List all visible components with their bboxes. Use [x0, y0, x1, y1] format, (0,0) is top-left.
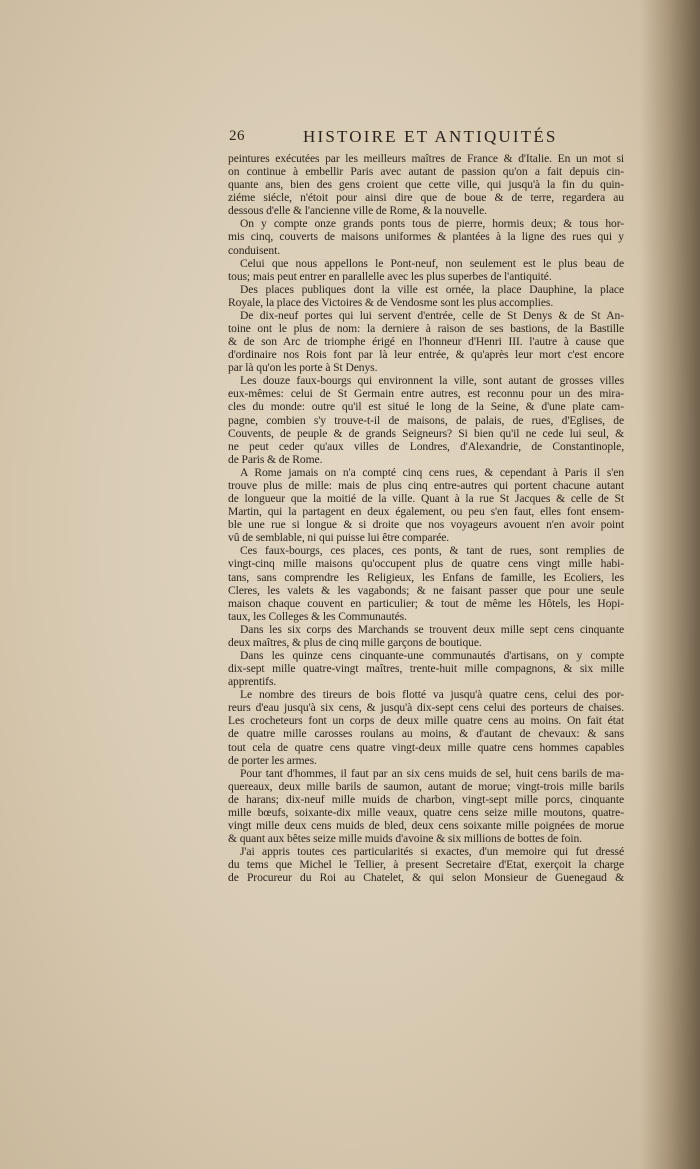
- text-line: Celui que nous appellons le Pont-neuf, non seulement est le plus beau de: [240, 256, 624, 270]
- text-line: de harans; dix-neuf mille muids de charbon, vingt-sept mille porcs, cinquante: [228, 792, 624, 806]
- text-line: de quatre mille carosses roulans au moins, & d'autant de chevaux: & sans: [228, 727, 624, 741]
- text-line: Cleres, les valets & les vagabonds; & ne faisant passer que pour une seule: [228, 583, 624, 597]
- text-line: dessous d'elle & l'ancienne ville de Rome, & la nouvelle.: [228, 204, 487, 218]
- text-line: par là qu'on les porte à St Denys.: [228, 361, 378, 375]
- text-line: Les crocheteurs font un corps de deux mille quatre cens au moins. On fait état: [228, 714, 624, 728]
- text-line: on continue à embellir Paris avec autant de passion qu'on a fait depuis cin-: [228, 165, 624, 179]
- text-line: tans, sans comprendre les Religieux, les Enfans de famille, les Ecoliers, les: [228, 570, 624, 584]
- text-line: quante ans, bien des gens croient que cette ville, qui jusqu'à la fin du quin-: [228, 178, 624, 192]
- body-text: [228, 152, 624, 884]
- text-line: tout cela de quatre cens quatre vingt-deux mille quatre cens hommes capables: [228, 740, 624, 754]
- text-line: conduisent.: [228, 243, 281, 257]
- text-line: Des places publiques dont la ville est ornée, la place Dauphine, la place: [240, 282, 624, 296]
- text-line: vingt-cinq mille maisons qu'occupent plus de quatre cens vingt mille habi-: [228, 557, 624, 571]
- text-line: mille bœufs, soixante-dix mille veaux, quatre cens seize mille moutons, quatre-: [228, 805, 624, 819]
- text-line: toine ont le plus de nom: la derniere à raison de ses bastions, de la Bastille: [228, 322, 624, 336]
- text-line: ne peut ceder qu'aux villes de Londres, d'Alexandrie, de Constantinople,: [228, 439, 624, 453]
- text-line: de porter les armes.: [228, 753, 317, 767]
- running-title: HISTOIRE ET ANTIQUITÉS: [303, 127, 558, 146]
- text-line: quereaux, deux mille barils de saumon, autant de morue; vingt-trois mille barils: [228, 779, 624, 793]
- text-line: Dans les six corps des Marchands se trouvent deux mille sept cens cinquante: [240, 622, 624, 636]
- text-line: maison chaque couvent en particulier; & tout de même les Hôtels, les Hopi-: [228, 596, 624, 610]
- text-line: reurs d'eau jusqu'à six cens, & jusqu'à dix-sept cens celui des porteurs de chaises.: [228, 701, 624, 715]
- text-line: Couvents, de peuple & de grands Seigneurs? Si bien qu'il ne cede lui seul, &: [228, 426, 624, 440]
- text-line: Dans les quinze cens cinquante-une communautés d'artisans, on y compte: [240, 648, 624, 662]
- text-line: de Procureur du Roi au Chatelet, & qui selon Monsieur de Guenegaud &: [228, 871, 624, 885]
- text-line: taux, les Colleges & les Communautés.: [228, 609, 407, 623]
- text-line: J'ai appris toutes ces particularités si exactes, d'un memoire qui fut dressé: [240, 845, 624, 859]
- text-line: de longueur que la moitié de la ville. Quant à la rue St Jacques & celle de St: [228, 492, 624, 506]
- text-line: deux maîtres, & plus de cinq mille garçons de boutique.: [228, 635, 482, 649]
- text-line: mis cinq, couverts de maisons uniformes & plantées à la ligne des rues qui y: [228, 230, 624, 244]
- text-line: A Rome jamais on n'a compté cinq cens rues, & cependant à Paris il s'en: [240, 465, 624, 479]
- page-number: 26: [229, 128, 245, 144]
- text-line: cles du monde: outre qu'il est situé le long de la Seine, & d'une plate cam-: [228, 400, 624, 414]
- text-line: & quant aux bêtes seize mille muids d'avoine & six millions de bottes de foin.: [228, 832, 582, 846]
- text-line: On y compte onze grands ponts tous de pierre, hormis deux; & tous hor-: [240, 217, 624, 231]
- text-line: de Paris & de Rome.: [228, 452, 323, 466]
- text-line: eux-mêmes: celui de St Germain entre autres, est reconnu pour un des mira-: [228, 387, 624, 401]
- text-line: vû de semblable, ni qui puisse lui être comparée.: [228, 531, 450, 545]
- text-line: peintures exécutées par les meilleurs maîtres de France & d'Italie. En un mot si: [228, 152, 624, 165]
- text-line: dix-sept mille quatre-vingt maîtres, trente-huit mille compagnons, & six mille: [228, 662, 624, 676]
- text-line: Pour tant d'hommes, il faut par an six cens muids de sel, huit cens barils de ma-: [240, 766, 624, 780]
- text-line: Martin, qui la partagent en deux également, ou peu s'en faut, elles font ensem-: [228, 505, 624, 519]
- text-line: Le nombre des tireurs de bois flotté va jusqu'à quatre cens, celui des por-: [240, 688, 624, 702]
- text-line: vingt mille deux cens muids de bled, deux cens soixante mille poignées de morue: [228, 818, 624, 832]
- text-line: ble une rue si longue & si droite que nos voyageurs avouent n'en avoir point: [228, 518, 624, 532]
- running-header: [229, 128, 625, 150]
- text-line: Les douze faux-bourgs qui environnent la ville, sont autant de grosses villes: [240, 374, 624, 388]
- text-line: ziéme siécle, n'étoit pour ainsi dire que de boue & de terre, regardera au: [228, 191, 624, 205]
- text-line: trouve plus de mille: mais de plus cinq entre-autres qui portent chacune autant: [228, 478, 624, 492]
- text-line: apprentifs.: [228, 675, 277, 689]
- text-line: & de son Arc de triomphe érigé en l'honneur d'Henri III. l'autre à cause que: [228, 335, 624, 349]
- text-line: Royale, la place des Victoires & de Vendosme sont les plus accomplies.: [228, 295, 554, 309]
- text-line: pagne, combien s'y trouve-t-il de maisons, de palais, de rues, d'Eglises, de: [228, 413, 624, 427]
- text-line: Ces faux-bourgs, ces places, ces ponts, & tant de rues, sont remplies de: [240, 544, 624, 558]
- text-line: De dix-neuf portes qui lui servent d'entrée, celle de St Denys & de St An-: [240, 308, 624, 322]
- text-line: du tems que Michel le Tellier, à present Secretaire d'Etat, exerçoit la charge: [228, 858, 624, 872]
- text-line: d'ordinaire nos Rois font par là leur entrée, & qu'après leur mort c'est encore: [228, 348, 624, 362]
- text-line: tous; mais peut entrer en parallelle avec les plus superbes de l'antiquité.: [228, 269, 552, 283]
